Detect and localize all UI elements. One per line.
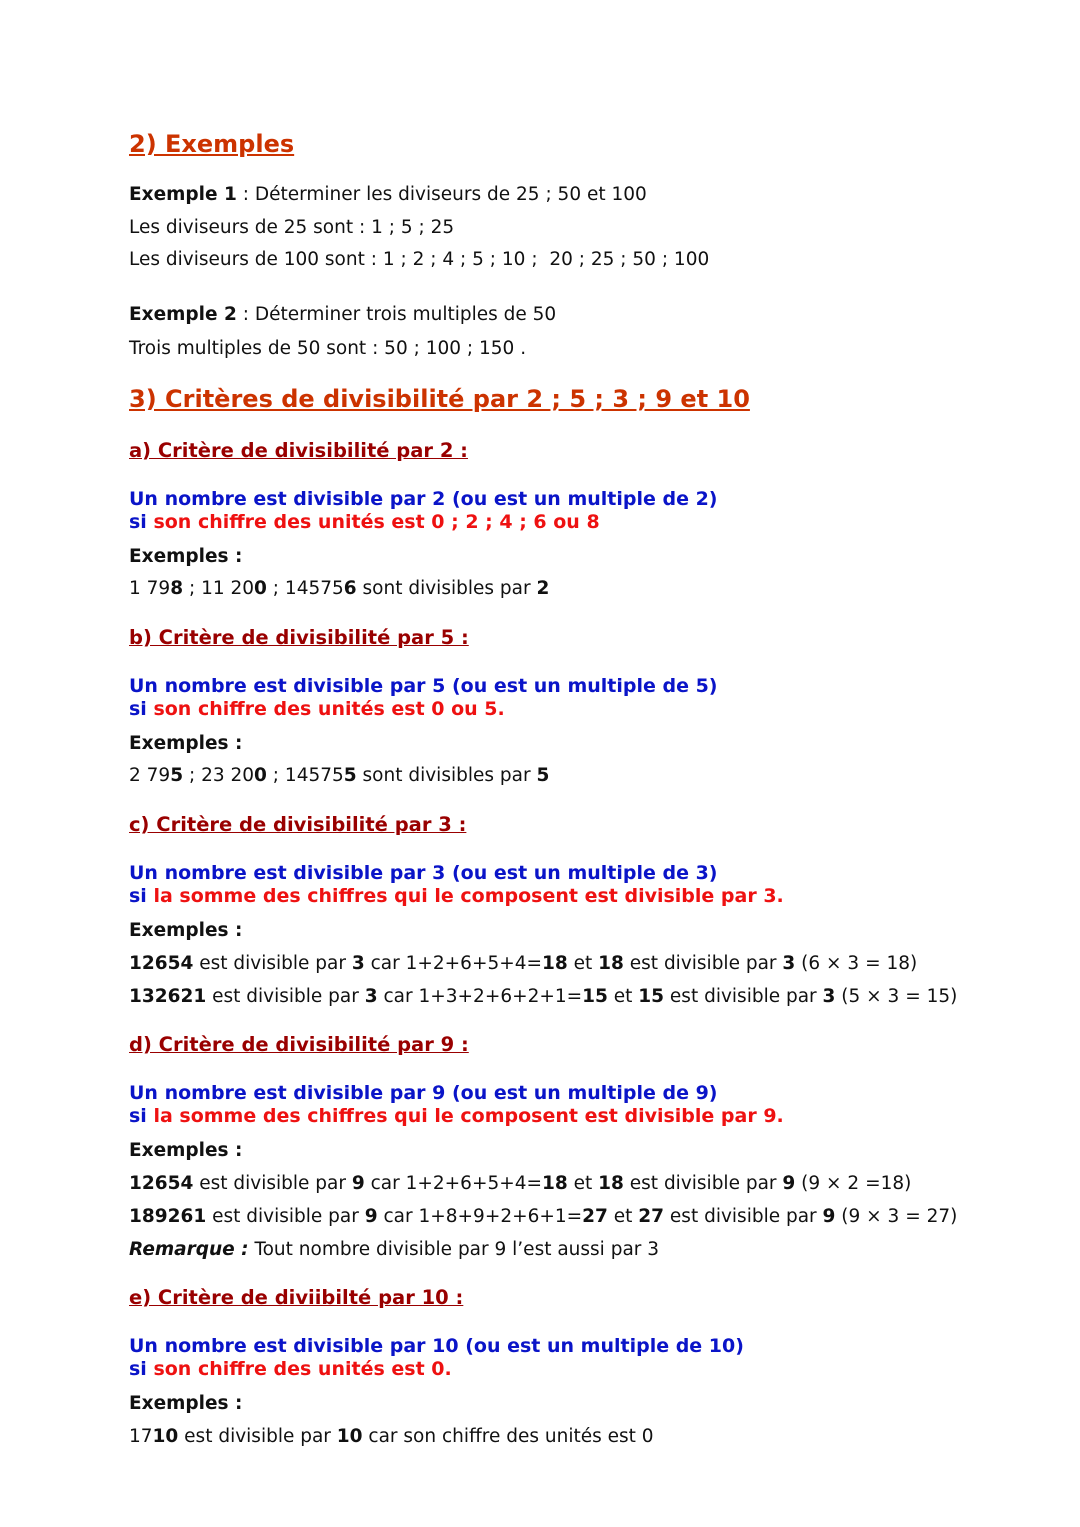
example-1-divisors-25: Les diviseurs de 25 sont : 1 ; 5 ; 25 [129, 217, 455, 238]
criterion-2-examples-label: Exemples : [129, 546, 243, 567]
criterion-9-example-1: 12654 est divisible par 9 car 1+2+6+5+4=18 et 18 est divisible par 9 (9 × 2 =18) [129, 1173, 912, 1194]
criterion-2-rule-line1: Un nombre est divisible par 2 (ou est un multiple de 2) [129, 488, 718, 510]
criterion-3-rule-line2: si la somme des chiffres qui le composent est divisible par 3. [129, 885, 784, 907]
criterion-3-example-1: 12654 est divisible par 3 car 1+2+6+5+4=18 et 18 est divisible par 3 (6 × 3 = 18) [129, 953, 918, 974]
section-2-title: 2) Exemples [129, 130, 295, 158]
example-1-statement: Exemple 1 : Déterminer les diviseurs de 25 ; 50 et 100 [129, 184, 647, 205]
example-2-statement: Exemple 2 : Déterminer trois multiples de 50 [129, 304, 557, 325]
criterion-5-rule-line2: si son chiffre des unités est 0 ou 5. [129, 698, 505, 720]
criterion-9-examples-label: Exemples : [129, 1140, 243, 1161]
criterion-5-title: b) Critère de divisibilité par 5 : [129, 626, 469, 649]
criterion-9-rule-line1: Un nombre est divisible par 9 (ou est un multiple de 9) [129, 1082, 718, 1104]
section-3-title: 3) Critères de divisibilité par 2 ; 5 ; 3 ; 9 et 10 [129, 385, 750, 413]
example-1-divisors-100: Les diviseurs de 100 sont : 1 ; 2 ; 4 ; 5 ; 10 ; 20 ; 25 ; 50 ; 100 [129, 249, 710, 270]
criterion-10-example: 1710 est divisible par 10 car son chiffre des unités est 0 [129, 1426, 654, 1447]
criterion-3-example-2: 132621 est divisible par 3 car 1+3+2+6+2+1=15 et 15 est divisible par 3 (5 × 3 = 15) [129, 986, 958, 1007]
criterion-9-title: d) Critère de divisibilité par 9 : [129, 1033, 469, 1056]
criterion-2-title: a) Critère de divisibilité par 2 : [129, 439, 468, 462]
example-2-multiples: Trois multiples de 50 sont : 50 ; 100 ; 150 . [129, 338, 527, 359]
criterion-3-rule-line1: Un nombre est divisible par 3 (ou est un multiple de 3) [129, 862, 718, 884]
criterion-3-title: c) Critère de divisibilité par 3 : [129, 813, 467, 836]
criterion-10-examples-label: Exemples : [129, 1393, 243, 1414]
criterion-9-example-2: 189261 est divisible par 9 car 1+8+9+2+6+1=27 et 27 est divisible par 9 (9 × 3 = 27) [129, 1206, 958, 1227]
criterion-3-examples-label: Exemples : [129, 920, 243, 941]
criterion-9-remark: Remarque : Tout nombre divisible par 9 l’est aussi par 3 [129, 1239, 660, 1260]
criterion-10-rule-line2: si son chiffre des unités est 0. [129, 1358, 452, 1380]
criterion-2-rule-line2: si son chiffre des unités est 0 ; 2 ; 4 ; 6 ou 8 [129, 511, 600, 533]
criterion-5-examples-label: Exemples : [129, 733, 243, 754]
criterion-2-examples: 1 798 ; 11 200 ; 145756 sont divisibles par 2 [129, 578, 550, 599]
criterion-5-rule-line1: Un nombre est divisible par 5 (ou est un multiple de 5) [129, 675, 718, 697]
criterion-10-rule-line1: Un nombre est divisible par 10 (ou est un multiple de 10) [129, 1335, 744, 1357]
criterion-9-rule-line2: si la somme des chiffres qui le composent est divisible par 9. [129, 1105, 784, 1127]
criterion-5-examples: 2 795 ; 23 200 ; 145755 sont divisibles par 5 [129, 765, 550, 786]
criterion-10-title: e) Critère de diviibilté par 10 : [129, 1286, 464, 1309]
